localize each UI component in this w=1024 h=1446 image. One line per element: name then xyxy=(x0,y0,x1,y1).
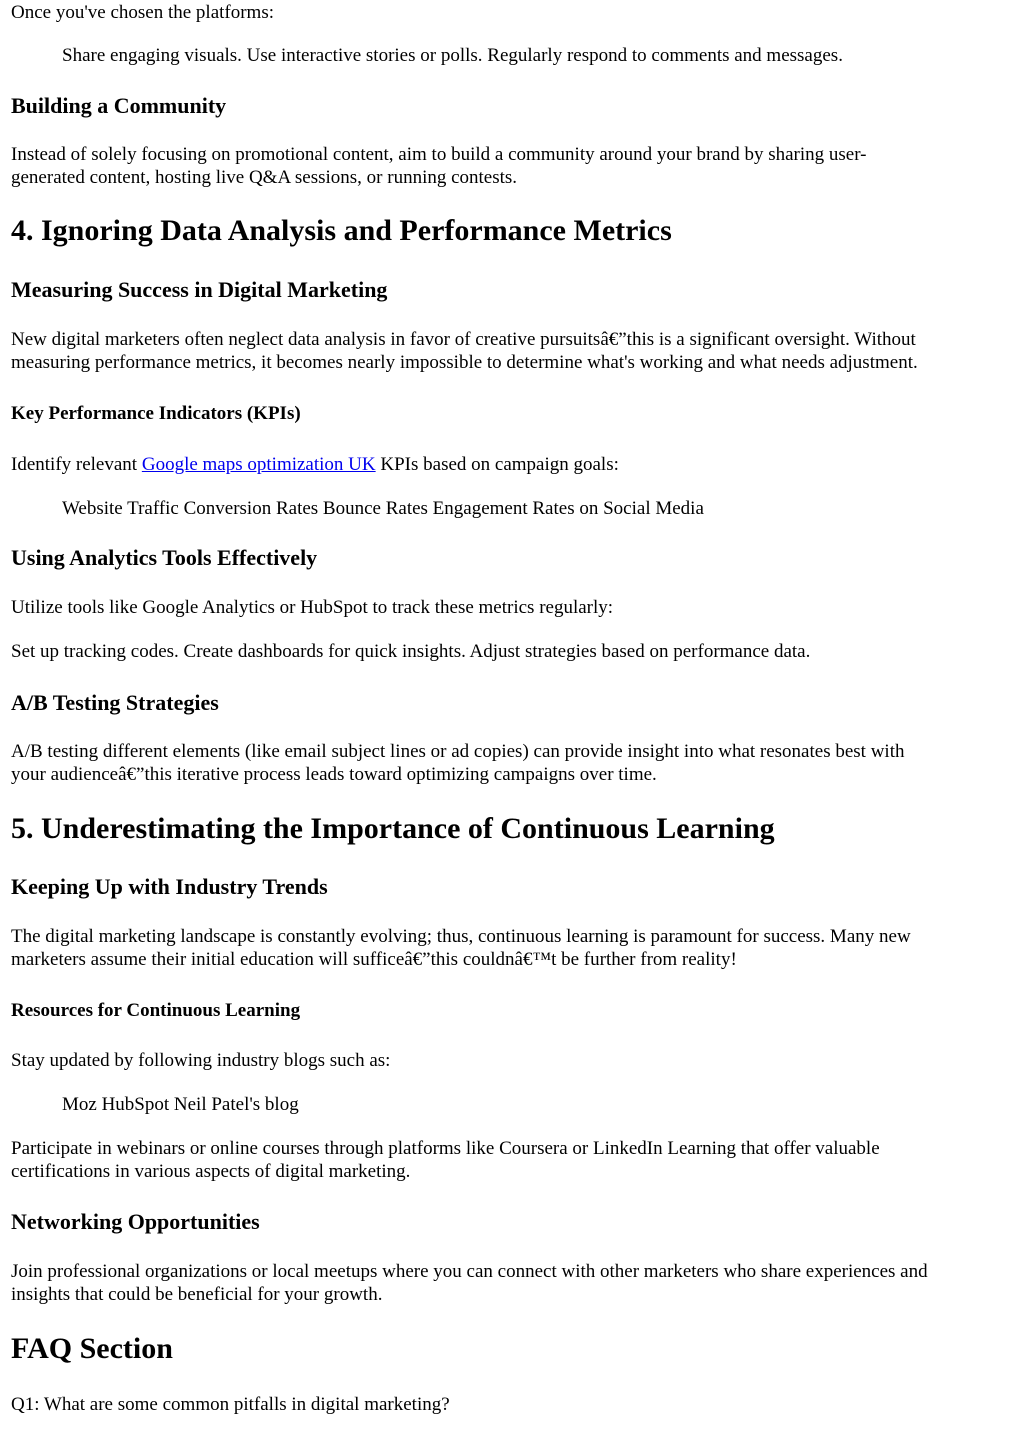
faq-question-1: Q1: What are some common pitfalls in digital marketing? xyxy=(11,1394,450,1415)
kpis-text-after: KPIs based on campaign goals: xyxy=(375,454,619,475)
resources-intro-text: Stay updated by following industry blogs such as: xyxy=(11,1050,391,1071)
blogs-list: Moz HubSpot Neil Patel's blog xyxy=(62,1094,299,1115)
building-community-heading: Building a Community xyxy=(11,93,227,118)
kpis-intro-text xyxy=(11,453,619,476)
analytics-tools-text: Utilize tools like Google Analytics or HubSpot to track these metrics regularly: xyxy=(11,597,614,618)
industry-trends-text-line2: marketers assume their initial education will sufficeâ€”this couldnâ€™t be further from reality! xyxy=(11,949,737,970)
webinars-text-line1: Participate in webinars or online courses through platforms like Coursera or LinkedIn Learning that offer valuable xyxy=(11,1138,880,1159)
ab-testing-heading: A/B Testing Strategies xyxy=(11,690,219,715)
intro-text: Once you've chosen the platforms: xyxy=(11,2,275,23)
kpis-heading: Key Performance Indicators (KPIs) xyxy=(11,403,301,424)
ab-testing-text-line1: A/B testing different elements (like email subject lines or ad copies) can provide insight into what resonates best with xyxy=(11,741,905,762)
section4-heading: 4. Ignoring Data Analysis and Performance Metrics xyxy=(11,214,672,247)
building-community-text-line2: generated content, hosting live Q&A sessions, or running contests. xyxy=(11,167,518,188)
industry-trends-text-line1: The digital marketing landscape is constantly evolving; thus, continuous learning is paramount for success. Many new xyxy=(11,926,911,947)
google-maps-optimization-link[interactable]: Google maps optimization UK xyxy=(141,454,376,475)
kpis-list: Website Traffic Conversion Rates Bounce Rates Engagement Rates on Social Media xyxy=(62,498,704,519)
building-community-text-line1: Instead of solely focusing on promotional content, aim to build a community around your brand by sharing user- xyxy=(11,144,867,165)
measuring-success-heading: Measuring Success in Digital Marketing xyxy=(11,277,388,302)
analytics-steps-text: Set up tracking codes. Create dashboards for quick insights. Adjust strategies based on performance data. xyxy=(11,641,811,662)
networking-heading: Networking Opportunities xyxy=(11,1209,260,1234)
networking-text-line1: Join professional organizations or local meetups where you can connect with other marketers who share experiences and xyxy=(11,1261,928,1282)
ab-testing-text-line2: your audienceâ€”this iterative process leads toward optimizing campaigns over time. xyxy=(11,764,657,785)
webinars-text-line2: certifications in various aspects of digital marketing. xyxy=(11,1161,411,1182)
platform-tips-list: Share engaging visuals. Use interactive stories or polls. Regularly respond to comments and messages. xyxy=(62,45,843,66)
kpis-text-before: Identify relevant xyxy=(11,454,142,475)
measuring-success-text-line2: measuring performance metrics, it becomes nearly impossible to determine what's working and what needs adjustment. xyxy=(11,352,918,373)
industry-trends-heading: Keeping Up with Industry Trends xyxy=(11,874,328,899)
resources-heading: Resources for Continuous Learning xyxy=(11,1000,301,1021)
faq-heading: FAQ Section xyxy=(11,1332,173,1365)
analytics-tools-heading: Using Analytics Tools Effectively xyxy=(11,545,318,570)
measuring-success-text-line1: New digital marketers often neglect data analysis in favor of creative pursuitsâ€”this is a significant oversight. Without xyxy=(11,329,916,350)
section5-heading: 5. Underestimating the Importance of Continuous Learning xyxy=(11,812,775,845)
networking-text-line2: insights that could be beneficial for your growth. xyxy=(11,1284,383,1305)
